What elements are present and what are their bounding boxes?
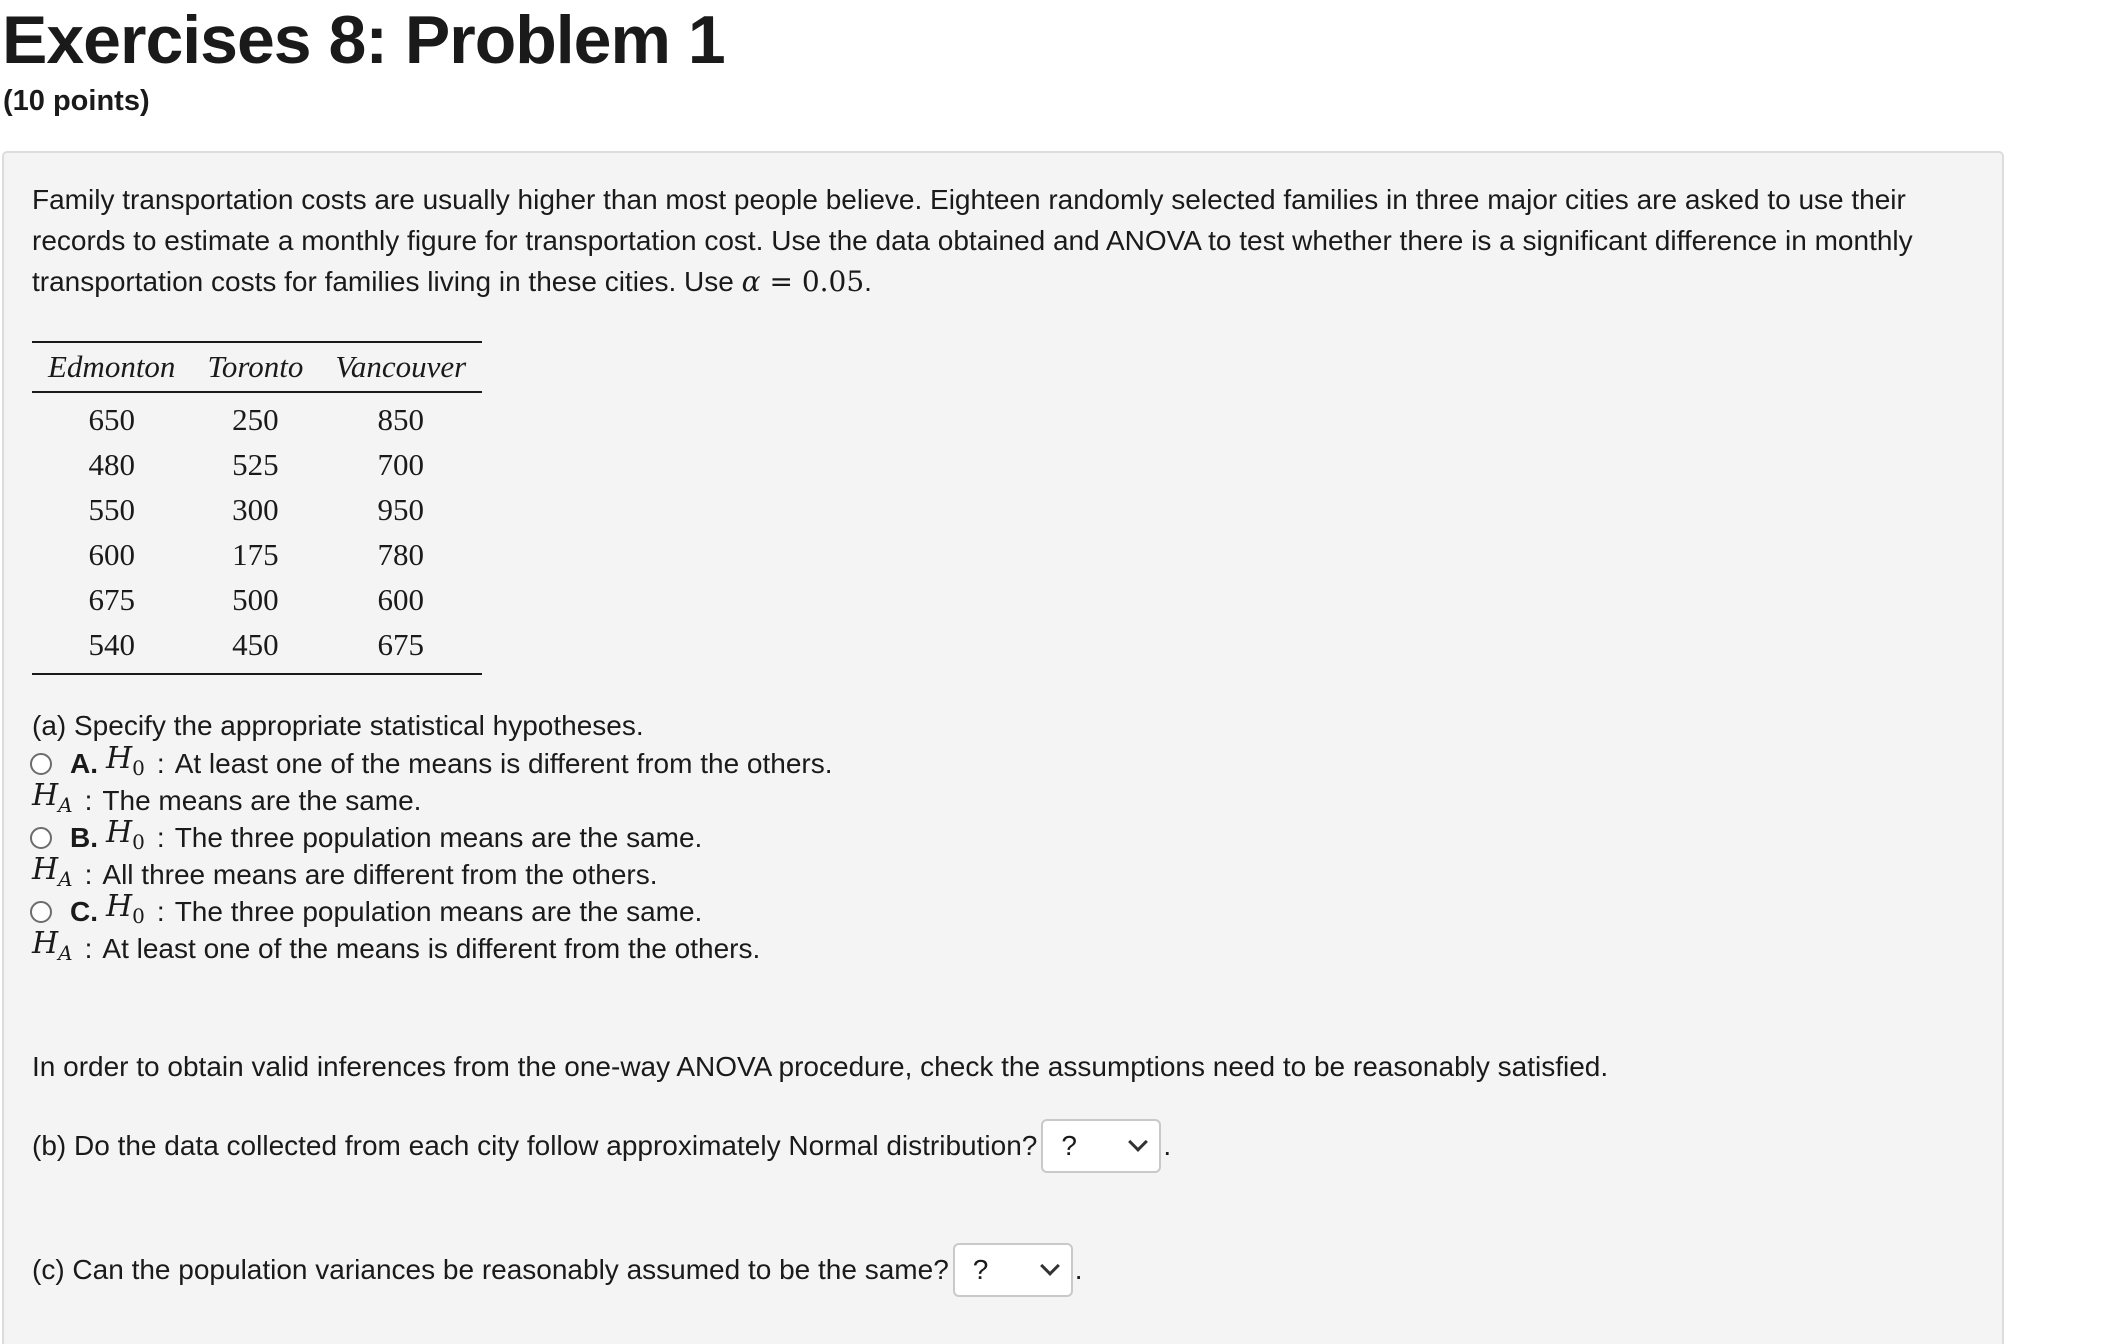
column-header-edmonton: Edmonton	[32, 342, 191, 392]
problem-intro-text: Family transportation costs are usually higher than most people believe. Eighteen randomly selected families in three major cities are asked to use their records to estimate a monthly figure for transportation cost. Use the data obtained and ANOVA to test whether there is a significant difference in monthly transportation costs for families living in these cities. Use	[32, 184, 1913, 297]
part-b-end: .	[1163, 1130, 1172, 1161]
colon: :	[156, 895, 165, 927]
assumptions-text: In order to obtain valid inferences from the one-way ANOVA procedure, check the assumptions need to be reasonably satisfied.	[32, 1051, 1609, 1082]
alt-subscript: A	[58, 793, 73, 817]
colon: :	[156, 747, 165, 779]
chevron-down-icon	[1040, 1256, 1060, 1276]
option-a-letter: A.	[70, 747, 98, 779]
table-cell: 600	[88, 536, 135, 572]
part-b-question: (b) Do the data collected from each city follow approximately Normal distribution?	[32, 1130, 1038, 1161]
part-b-row	[32, 1119, 1171, 1173]
table-row	[32, 442, 482, 487]
table-header-row	[32, 342, 482, 392]
null-hypothesis-symbol	[106, 888, 145, 935]
h-letter: H	[32, 926, 59, 961]
alpha-symbol: α	[741, 265, 761, 298]
table-row	[32, 532, 482, 577]
table-row	[32, 392, 482, 442]
colon: :	[84, 784, 93, 816]
h-letter: H	[106, 815, 133, 850]
null-hypothesis-symbol	[106, 740, 145, 787]
table-cell: 300	[232, 491, 279, 527]
option-a-radio[interactable]	[30, 753, 52, 775]
table-cell: 850	[377, 401, 425, 437]
colon: :	[84, 932, 93, 964]
option-b-alt	[32, 852, 833, 893]
table-cell: 250	[232, 401, 279, 437]
part-c-selected-value: ?	[972, 1254, 989, 1285]
chevron-down-icon	[1128, 1132, 1148, 1152]
option-a-null-text: At least one of the means is different from the others.	[174, 747, 833, 779]
alpha-value: 0.05	[801, 265, 865, 298]
part-c-question: (c) Can the population variances be reasonably assumed to be the same?	[32, 1254, 949, 1285]
column-header-vancouver: Vancouver	[319, 342, 482, 392]
option-c-alt-text: At least one of the means is different from the others.	[102, 932, 761, 964]
table-cell: 525	[232, 446, 279, 482]
colon: :	[156, 821, 165, 853]
alt-subscript: A	[58, 867, 73, 891]
option-b-null-text: The three population means are the same.	[174, 821, 703, 853]
alt-hypothesis-symbol	[32, 851, 73, 898]
table-cell: 650	[88, 401, 135, 437]
table-cell: 550	[88, 491, 135, 527]
table-cell: 500	[232, 581, 279, 617]
table-cell: 780	[377, 536, 425, 572]
option-b-letter: B.	[70, 821, 98, 853]
option-c-radio[interactable]	[30, 901, 52, 923]
part-b-selected-value: ?	[1061, 1130, 1077, 1161]
alt-hypothesis-symbol	[32, 777, 73, 824]
null-subscript: 0	[132, 756, 145, 780]
alt-subscript: A	[58, 941, 73, 965]
table-cell: 600	[377, 581, 425, 617]
null-subscript: 0	[132, 904, 145, 928]
alpha-equals: =	[760, 265, 802, 298]
table-cell: 450	[232, 626, 279, 662]
option-c-letter: C.	[70, 895, 98, 927]
option-a-alt	[32, 778, 833, 819]
part-c-select[interactable]	[953, 1243, 1073, 1297]
table-row	[32, 622, 482, 674]
option-c[interactable]	[30, 889, 833, 930]
h-letter: H	[32, 778, 59, 813]
h-letter: H	[106, 889, 133, 924]
null-subscript: 0	[132, 830, 145, 854]
alt-hypothesis-symbol	[32, 925, 73, 972]
option-c-null-text: The three population means are the same.	[174, 895, 703, 927]
table-row	[32, 577, 482, 622]
option-b[interactable]	[30, 815, 833, 856]
option-a-alt-text: The means are the same.	[102, 784, 422, 816]
table-cell: 675	[377, 626, 425, 662]
table-cell: 480	[88, 446, 135, 482]
option-b-radio[interactable]	[30, 827, 52, 849]
part-c-end: .	[1074, 1254, 1083, 1285]
points-label: (10 points)	[3, 85, 150, 117]
table-cell: 700	[377, 446, 425, 482]
option-a[interactable]	[30, 741, 833, 782]
null-hypothesis-symbol	[106, 814, 145, 861]
h-letter: H	[32, 852, 59, 887]
part-a-question: (a) Specify the appropriate statistical hypotheses.	[32, 710, 644, 741]
option-b-alt-text: All three means are different from the others.	[102, 858, 658, 890]
problem-card	[2, 151, 2004, 1344]
part-b-select[interactable]	[1041, 1119, 1161, 1173]
problem-statement	[32, 179, 1962, 302]
table-cell: 175	[232, 536, 279, 572]
table-cell: 675	[88, 581, 135, 617]
option-c-alt	[32, 926, 833, 967]
page-title: Exercises 8: Problem 1	[2, 2, 725, 78]
colon: :	[84, 858, 93, 890]
h-letter: H	[106, 741, 133, 776]
part-c-row	[32, 1243, 1083, 1297]
table-cell: 540	[88, 626, 135, 662]
alpha-expression	[742, 265, 865, 298]
table-row	[32, 487, 482, 532]
part-a-section	[32, 707, 833, 967]
cost-data-table	[32, 341, 482, 675]
table-cell: 950	[377, 491, 425, 527]
column-header-toronto: Toronto	[191, 342, 319, 392]
alpha-end: .	[864, 266, 872, 297]
